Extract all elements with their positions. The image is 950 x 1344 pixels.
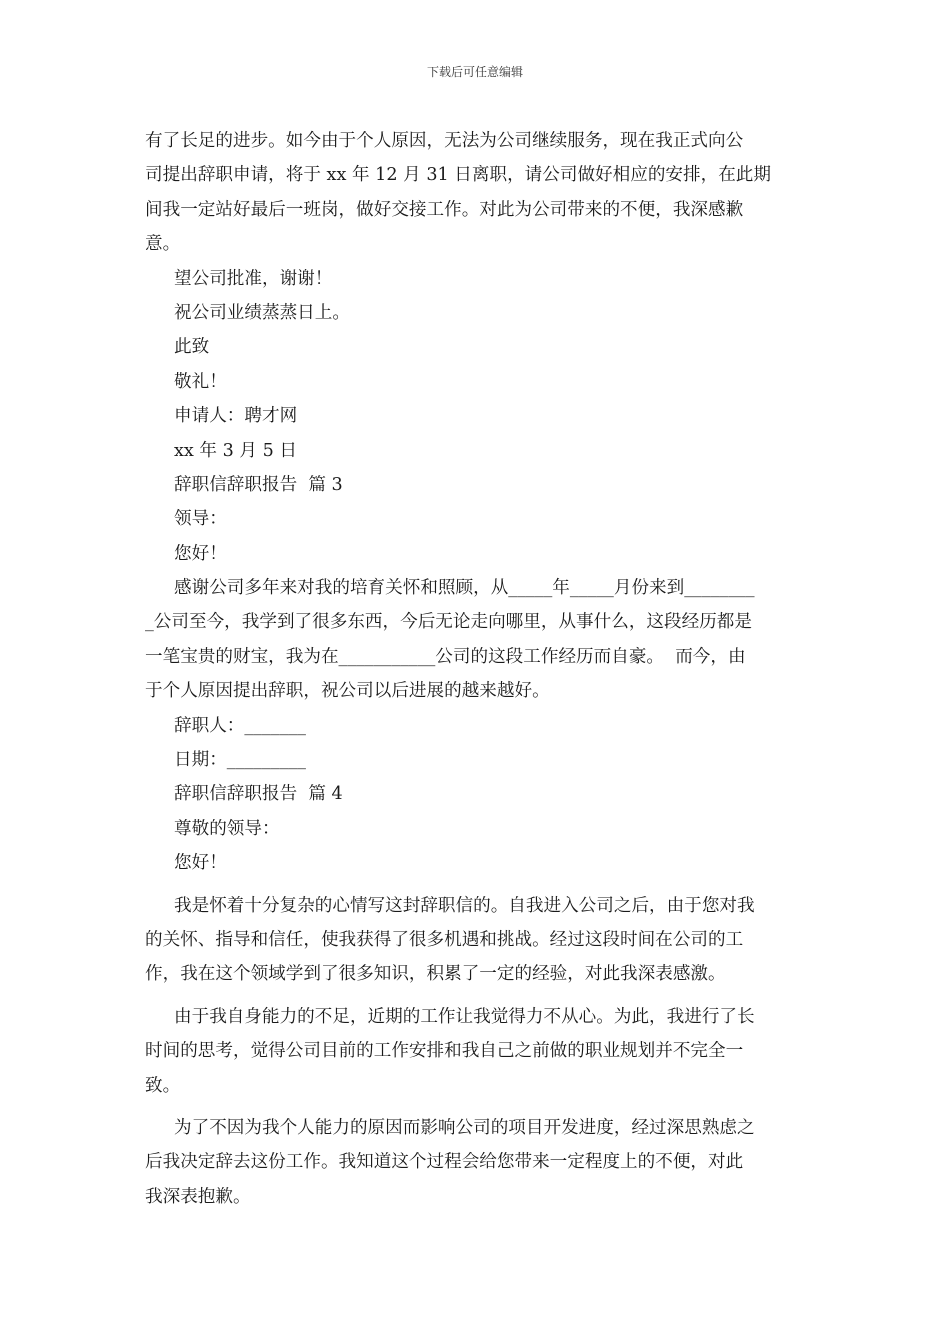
paragraph-line: 司提出辞职申请，将于 xx 年 12 月 31 日离职，请公司做好相应的安排，在此期 — [145, 165, 771, 186]
paragraph-line: 一笔宝贵的财宝，我为在___________公司的这段工作经历而自豪。 而今，由 — [145, 646, 746, 667]
paragraph-gap — [145, 881, 807, 889]
paragraph-line: 的关怀、指导和信任，使我获得了很多机遇和挑战。经过这段时间在公司的工 — [145, 929, 744, 950]
paragraph-gap — [145, 992, 807, 1000]
paragraph-line: 为了不因为我个人能力的原因而影响公司的项目开发进度，经过深思熟虑之 — [174, 1117, 755, 1138]
paragraph-line: 时间的思考，觉得公司目前的工作安排和我自己之前做的职业规划并不完全一 — [145, 1041, 744, 1062]
paragraph-line: 由于我自身能力的不足，近期的工作让我觉得力不从心。为此，我进行了长 — [174, 1006, 755, 1027]
date-line: xx 年 3 月 5 日 — [174, 440, 297, 461]
salutation-line: 领导： — [174, 509, 227, 530]
date-line: 日期：_________ — [174, 750, 306, 771]
paragraph-line: 间我一定站好最后一班岗，做好交接工作。对此为公司带来的不便，我深感歉 — [145, 199, 744, 220]
section-heading: 辞职信辞职报告 篇 3 — [174, 474, 343, 495]
paragraph-line: 致。 — [145, 1075, 181, 1096]
paragraph-line: 作，我在这个领域学到了很多知识，积累了一定的经验，对此我深表感激。 — [145, 964, 726, 985]
paragraph-line: 有了长足的进步。如今由于个人原因，无法为公司继续服务，现在我正式向公 — [145, 131, 744, 151]
paragraph-line: 感谢公司多年来对我的培育关怀和照顾，从_____年_____月份来到________ — [174, 578, 755, 599]
signature-line: 申请人：聘才网 — [174, 406, 298, 427]
document-body — [145, 124, 807, 1214]
paragraph-line: 意。 — [145, 234, 181, 255]
paragraph-line: 祝公司业绩蒸蒸日上。 — [174, 302, 350, 323]
paragraph-line: 此致 — [174, 337, 210, 358]
paragraph-line: 敬礼！ — [174, 371, 227, 392]
greeting-line: 您好！ — [174, 543, 227, 564]
paragraph-line: 我深表抱歉。 — [145, 1186, 251, 1207]
greeting-line: 您好！ — [174, 853, 227, 874]
salutation-line: 尊敬的领导： — [174, 818, 280, 839]
paragraph-line: 于个人原因提出辞职，祝公司以后进展的越来越好。 — [145, 681, 550, 702]
section-heading: 辞职信辞职报告 篇 4 — [174, 784, 343, 805]
paragraph-gap — [145, 1103, 807, 1111]
paragraph-line: 我是怀着十分复杂的心情写这封辞职信的。自我进入公司之后，由于您对我 — [174, 895, 755, 916]
paragraph-line: _公司至今，我学到了很多东西，今后无论走向哪里，从事什么，这段经历都是 — [145, 612, 752, 633]
signature-line: 辞职人：_______ — [174, 715, 306, 736]
page-header-note: 下载后可任意编辑 — [426, 65, 523, 79]
paragraph-line: 后我决定辞去这份工作。我知道这个过程会给您带来一定程度上的不便，对此 — [145, 1152, 744, 1173]
paragraph-line: 望公司批准，谢谢！ — [174, 268, 333, 289]
